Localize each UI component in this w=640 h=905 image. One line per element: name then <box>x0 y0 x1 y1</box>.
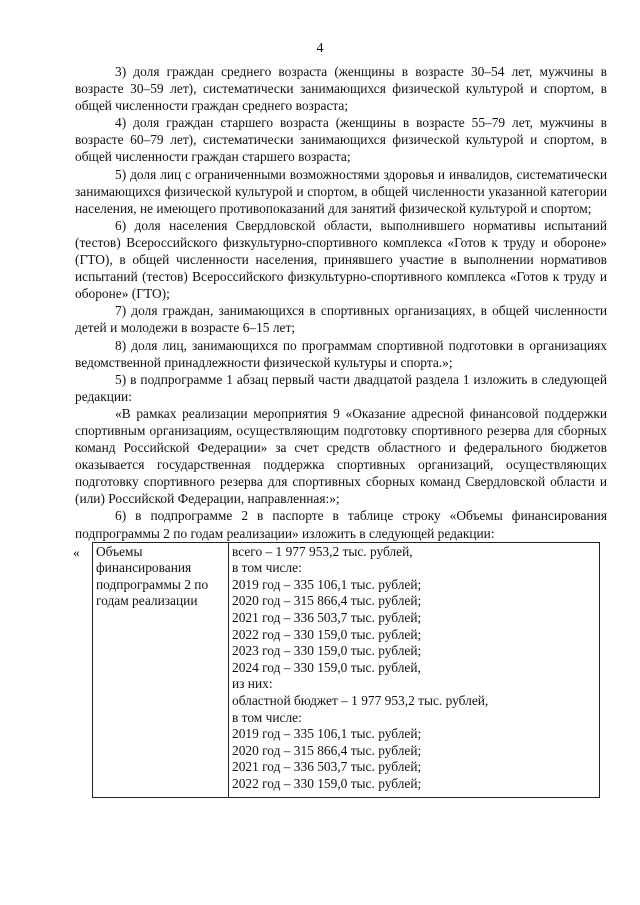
value-line: 2020 год – 315 866,4 тыс. рублей; <box>232 742 422 758</box>
page-number: 4 <box>316 41 324 56</box>
table-value-cell <box>229 542 600 797</box>
paragraph: 8) доля лиц, занимающихся по программам спортивной подготовки в организациях ведомственной принадлежности физической культуры и спорта.»; <box>75 337 607 370</box>
value-line: всего – 1 977 953,2 тыс. рублей, <box>232 543 413 559</box>
value-line: 2019 год – 335 106,1 тыс. рублей; <box>232 726 422 742</box>
value-line: 2020 год – 315 866,4 тыс. рублей; <box>232 593 422 609</box>
paragraph: 5) доля лиц с ограниченными возможностями здоровья и инвалидов, систематически занимающихся физической культурой и спортом, в общей численности указанной категории населения, не имеющего противопоказаний для занятий физической культурой и спортом; <box>75 166 607 216</box>
value-line: областной бюджет – 1 977 953,2 тыс. рублей, <box>232 692 489 708</box>
value-line: 2022 год – 330 159,0 тыс. рублей; <box>232 626 422 642</box>
paragraph: «В рамках реализации мероприятия 9 «Оказание адресной финансовой поддержки спортивным организациям, осуществляющим подготовку спортивного резерва для сборных команд Российской Федерации» за счет средств областного и федерального бюджетов оказывается государственная поддержка спортивных организаций, осуществляющих подготовку спортивного резерва для спортивных сборных команд Свердловской области и (или) Российской Федерации, направленная:»; <box>75 405 607 507</box>
document-body <box>75 63 607 798</box>
paragraph: 7) доля граждан, занимающихся в спортивных организациях, в общей численности детей и молодежи в возрасте 6–15 лет; <box>75 303 607 336</box>
value-line: 2019 год – 335 106,1 тыс. рублей; <box>232 576 422 592</box>
value-line: 2021 год – 336 503,7 тыс. рублей; <box>232 759 422 775</box>
financing-table-block <box>75 542 607 798</box>
value-line: 2022 год – 330 159,0 тыс. рублей; <box>232 775 422 791</box>
open-quote: « <box>73 544 80 560</box>
value-line: 2021 год – 336 503,7 тыс. рублей; <box>232 610 422 625</box>
value-line: в том числе: <box>232 560 302 576</box>
table-label-cell: Объемы финансирования подпрограммы 2 по годам реализации <box>93 542 229 797</box>
paragraph: 6) в подпрограмме 2 в паспорте в таблице строку «Объемы финансирования подпрограммы 2 по годам реализации» изложить в следующей редакции: <box>75 508 607 541</box>
paragraph: 5) в подпрограмме 1 абзац первый части двадцатой раздела 1 изложить в следующей редакции: <box>75 371 607 404</box>
financing-table <box>92 542 600 798</box>
paragraph: 6) доля населения Свердловской области, выполнившего нормативы испытаний (тестов) Всероссийского физкультурно-спортивного комплекса «Готов к труду и обороне» (ГТО), в общей численности населения, принявшего участие в выполнении нормативов испытаний (тестов) Всероссийского физкультурно-спортивного комплекса «Готов к труду и обороне» (ГТО); <box>75 217 607 302</box>
value-line: 2023 год – 330 159,0 тыс. рублей; <box>232 643 422 659</box>
table-row <box>93 542 600 797</box>
value-line: из них: <box>232 676 273 692</box>
paragraph: 4) доля граждан старшего возраста (женщины в возрасте 55–79 лет, мужчины в возрасте 60–79 лет), систематически занимающихся физической культурой и спортом, в общей численности граждан старшего возраста; <box>75 115 607 165</box>
value-line: в том числе: <box>232 709 302 725</box>
value-line: 2024 год – 330 159,0 тыс. рублей, <box>232 659 421 675</box>
paragraph: 3) доля граждан среднего возраста (женщины в возрасте 30–54 лет, мужчины в возрасте 30–59 лет), систематически занимающихся физической культурой и спортом, в общей численности граждан среднего возраста; <box>75 64 607 114</box>
